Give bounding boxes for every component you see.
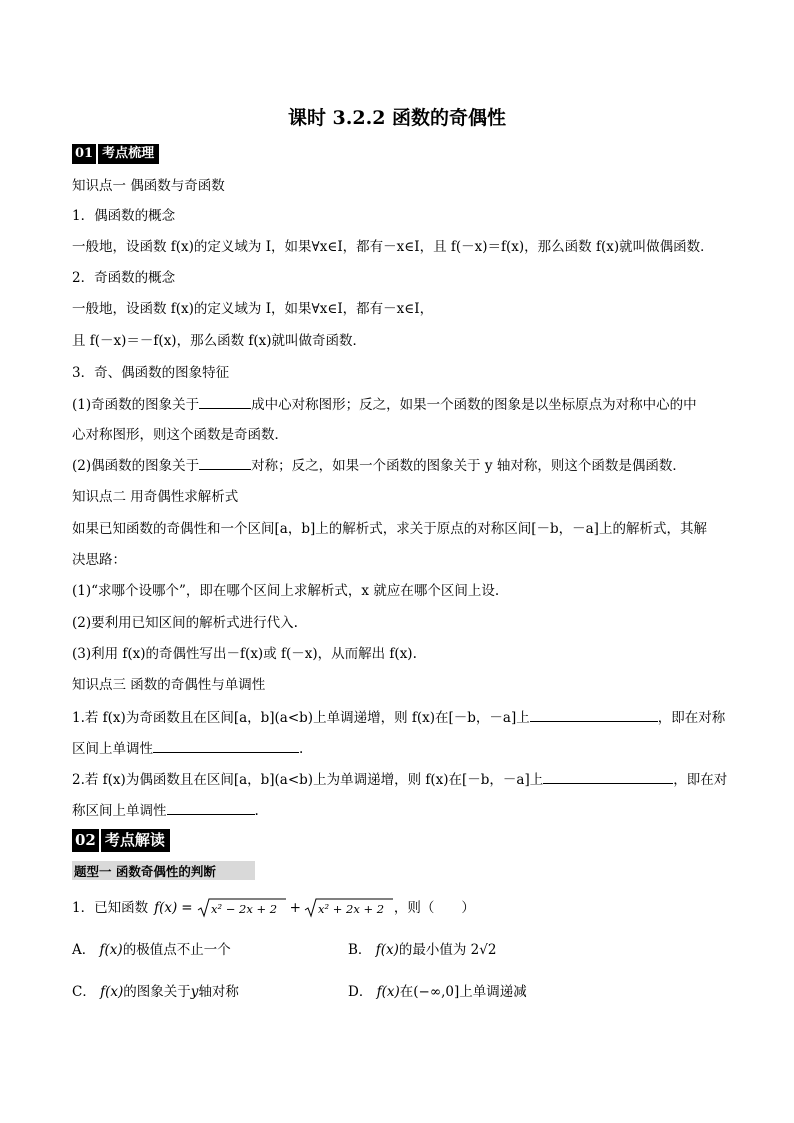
- section-number: 02: [72, 829, 99, 852]
- option-b[interactable]: [348, 941, 496, 959]
- option-d[interactable]: [348, 983, 527, 1001]
- option-math: f(x): [100, 984, 124, 1000]
- option-math: f(x): [375, 942, 399, 958]
- kp3-p2: [72, 770, 727, 789]
- text-segment: 区间上单调性: [72, 741, 153, 757]
- option-interval: (−∞,0]: [413, 984, 460, 1000]
- option-text: 的图象关于: [123, 984, 191, 1000]
- text-segment: .: [299, 741, 304, 757]
- section-header-02: [72, 829, 170, 851]
- kp2-intro1: 如果已知函数的奇偶性和一个区间[a，b]上的解析式，求关于原点的对称区间[－b，－a]上的解析式，其解: [72, 521, 707, 537]
- kp2-heading: 知识点二 用奇偶性求解析式: [72, 489, 239, 505]
- option-label: C．: [72, 984, 96, 1000]
- kp2-intro2: 决思路：: [72, 552, 126, 568]
- section-header-01: [72, 145, 159, 163]
- option-text: 的极值点不止一个: [122, 942, 231, 958]
- option-tail: 上单调递减: [459, 984, 527, 1000]
- kp1-item2-text2: 且 f(－x)＝－f(x)，那么函数 f(x)就叫做奇函数．: [72, 333, 367, 349]
- option-label: A．: [72, 942, 96, 958]
- question-number: 1．已知函数: [72, 900, 149, 916]
- kp3-p2-cont: [72, 801, 259, 820]
- fill-blank[interactable]: [167, 801, 255, 815]
- option-c[interactable]: [72, 983, 239, 1001]
- kp1-item2-heading: 2．奇函数的概念: [72, 270, 176, 286]
- question-type-banner: [72, 861, 255, 880]
- question-type-label: 题型一 函数奇偶性的判断: [74, 864, 216, 879]
- text-segment: (2)偶函数的图象关于: [72, 458, 200, 474]
- text-segment: (1)奇函数的图象关于: [72, 397, 200, 413]
- kp1-item1-text: 一般地，设函数 f(x)的定义域为 I，如果∀x∈I，都有－x∈I，且 f(－x)＝f(x)，那么函数 f(x)就叫做偶函数．: [72, 239, 714, 255]
- kp3-p1-cont: [72, 739, 303, 758]
- kp2-step2: (2)要利用已知区间的解析式进行代入.: [72, 615, 298, 631]
- sqrt-term-1: [197, 897, 287, 919]
- option-tail: 轴对称: [198, 984, 239, 1000]
- fill-blank[interactable]: [543, 770, 673, 784]
- text-segment: 2.若 f(x)为偶函数且在区间[a，b](a<b)上为单调递增，则 f(x)在[－b，－a]上: [72, 772, 544, 788]
- text-segment: 称区间上单调性: [72, 803, 167, 819]
- question-tail: ，则（ ）: [393, 900, 475, 916]
- fill-blank[interactable]: [199, 456, 251, 470]
- kp2-step3: (3)利用 f(x)的奇偶性写出－f(x)或 f(－x)，从而解出 f(x).: [72, 646, 417, 662]
- section-title: 考点解读: [101, 829, 170, 852]
- page-title: 课时 3.2.2 函数的奇偶性: [287, 107, 507, 129]
- option-value: 2√2: [470, 942, 497, 958]
- text-segment: 成中心对称图形；反之，如果一个函数的图象是以坐标原点为对称中心的中: [251, 397, 697, 413]
- fill-blank[interactable]: [530, 708, 658, 722]
- section-number: 01: [72, 144, 96, 164]
- text-segment: ，即在对称: [657, 710, 726, 726]
- equals-sign: =: [181, 900, 193, 916]
- option-label: D．: [348, 984, 373, 1000]
- text-segment: 对称；反之，如果一个函数的图象关于 y 轴对称，则这个函数是偶函数．: [251, 458, 686, 474]
- fill-blank[interactable]: [199, 395, 251, 409]
- option-text: 的最小值为: [398, 942, 467, 958]
- radicand: x² − 2x + 2: [210, 902, 277, 916]
- plus-sign: +: [289, 900, 301, 916]
- kp2-step1: (1)“求哪个设哪个”，即在哪个区间上求解析式，x 就应在哪个区间上设.: [72, 583, 500, 599]
- kp1-item3-heading: 3．奇、偶函数的图象特征: [72, 365, 230, 381]
- sqrt-term-2: [304, 897, 394, 919]
- kp3-heading: 知识点三 函数的奇偶性与单调性: [72, 677, 266, 693]
- fill-blank[interactable]: [153, 739, 299, 753]
- option-math: f(x): [99, 942, 123, 958]
- kp1-heading: 知识点一 偶函数与奇函数: [72, 178, 225, 194]
- option-text: 在: [399, 984, 414, 1000]
- option-math: f(x): [376, 984, 400, 1000]
- text-segment: .: [254, 803, 259, 819]
- text-segment: ，即在对: [673, 772, 728, 788]
- function-name: f(x): [154, 900, 178, 916]
- option-y: y: [190, 984, 199, 1000]
- kp1-item3-p1: [72, 395, 697, 414]
- radicand: x² + 2x + 2: [317, 902, 384, 916]
- kp1-item3-p2: [72, 456, 686, 475]
- kp3-p1: [72, 708, 725, 727]
- section-title: 考点梳理: [98, 144, 159, 164]
- option-label: B．: [348, 942, 372, 958]
- option-a[interactable]: [72, 941, 231, 959]
- question-1: [72, 897, 475, 919]
- kp1-item2-text1: 一般地，设函数 f(x)的定义域为 I，如果∀x∈I，都有－x∈I，: [72, 301, 434, 317]
- text-segment: 1.若 f(x)为奇函数且在区间[a，b](a<b)上单调递增，则 f(x)在[－b，－a]上: [72, 710, 530, 726]
- kp1-item3-p1-cont: 心对称图形，则这个函数是奇函数．: [72, 427, 288, 443]
- kp1-item1-heading: 1．偶函数的概念: [72, 208, 176, 224]
